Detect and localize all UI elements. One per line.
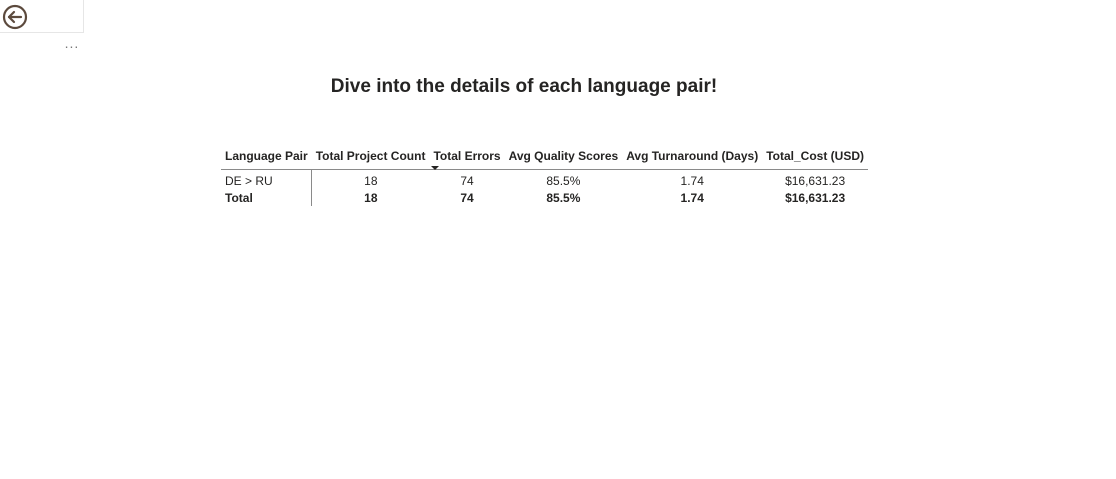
table-row[interactable] (221, 170, 868, 190)
cell-total-cost: $16,631.23 (785, 174, 846, 188)
language-pair-table (221, 145, 868, 206)
page-title: Dive into the details of each language pair! (330, 76, 718, 97)
back-button-container (0, 0, 84, 33)
cell-language-pair: DE > RU (221, 170, 312, 190)
column-header-language-pair[interactable]: Language Pair (221, 145, 312, 170)
column-header-avg-turnaround[interactable]: Avg Turnaround (Days) (622, 145, 762, 170)
cell-total-errors: 74 (460, 174, 474, 188)
column-header-total-project-count[interactable]: Total Project Count (312, 145, 430, 170)
cell-avg-turnaround: 1.74 (680, 174, 704, 188)
cell-total-project-count: 18 (364, 174, 378, 188)
cell-avg-quality-scores: 85.5% (546, 174, 581, 188)
more-options-button[interactable]: ... (64, 35, 80, 51)
table-header-row (221, 145, 868, 170)
total-project-count: 18 (364, 191, 378, 205)
total-label: Total (221, 189, 312, 206)
back-arrow-icon[interactable] (2, 4, 28, 30)
total-cost: $16,631.23 (785, 191, 846, 205)
total-avg-quality-scores: 85.5% (546, 191, 581, 205)
column-header-total-errors-label: Total Errors (433, 149, 501, 163)
sort-descending-icon (431, 166, 439, 170)
column-header-total-cost[interactable]: Total_Cost (USD) (762, 145, 868, 170)
column-header-avg-quality-scores[interactable]: Avg Quality Scores (505, 145, 623, 170)
column-header-total-errors[interactable] (429, 145, 504, 170)
total-avg-turnaround: 1.74 (680, 191, 704, 205)
table-total-row (221, 189, 868, 206)
total-errors: 74 (460, 191, 474, 205)
